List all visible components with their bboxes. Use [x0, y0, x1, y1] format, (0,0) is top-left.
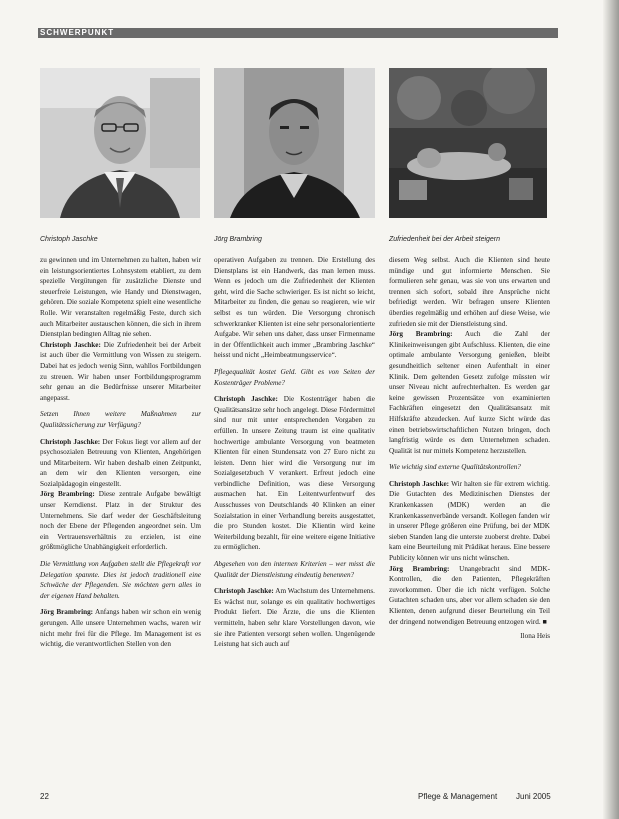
paragraph-text: Der Fokus liegt vor allem auf der psychosozialen Betreuung von Klienten, Angehörigen und Mitarbeitern. Wir haben deshalb einen Zeitpunkt, an dem wir den Klienten versorgen, eine Sozialpädagogin eingestellt. — [40, 437, 201, 488]
paragraph-text: Unangebracht sind MDK-Kontrollen, die den Patienten, Pflegekräften zuvorkommen. Über die ich nicht verfügen. Solche Gutachten schaden uns, aber vor allem schaden sie den Klienten, denen aufgrund dieser Beurteilung ein Teil der dringend notwendigen Betreuung entzogen wird. ■ — [389, 564, 550, 626]
text-column-2 — [214, 255, 375, 650]
page-edge-shadow — [603, 0, 619, 819]
paragraph — [214, 394, 375, 553]
publication-name: Pflege & Management — [418, 792, 498, 801]
photo-caption-left: Christoph Jaschke — [40, 236, 98, 243]
paragraph-text: Die Kostenträger haben die Qualitätsansätze sehr hoch angelegt. Diese Fördermittel sind nur mit unter entsprechenden Vorgaben zu erfüllen. In unsere Zeitung traum ist eine qualitativ hochwertige ambulante Versorgung von beatmeten Klienten für einen Stundensatz von 27 Euro nicht zu leisten. Denn hier wird die Versorgung nur im Sozialgesetzbuch V verankert. Erfreut jedoch eine verbindliche Definition, was diese Versorgung ausmachen hat. Ein Leitentwurfentwurf des Ausschusses von Deutschlands 40 Klinken an einer Sozialstation in einer Verhandlung bereits ausgestattet, die pro Stunden kostet. Die Klientin wird keine Weiterbildung bezahlt, für eine weitere eigene Initiative zu ermöglichen. — [214, 395, 375, 552]
interview-question: Wie wichtig sind externe Qualitätskontrollen? — [389, 463, 521, 472]
photo-caption-middle: Jörg Brambring — [214, 236, 262, 243]
photo-caption-right: Zufriedenheit bei der Arbeit steigern — [389, 236, 501, 243]
paragraph — [389, 479, 550, 564]
speaker-name: Jörg Brambring: — [40, 490, 95, 499]
paragraph-text: Die Zufriedenheit bei der Arbeit ist auch über die Vermittlung von Wissen zu steigern. Dabei hat es jedoch wenig Sinn, wahllos Fortbildungen zu streuen. Wir haben unser Fortbildungsprogramm sehr genau an die Bedürfnisse unserer Mitarbeiter angepasst. — [40, 340, 201, 402]
text-column-3 — [389, 255, 550, 642]
author-signoff: Ilona Heis — [520, 632, 550, 641]
section-header-bar — [38, 28, 558, 38]
speaker-name: Jörg Brambring: — [389, 330, 453, 339]
paragraph: operativen Aufgaben zu trennen. Die Erstellung des Dienstplans ist ein Handwerk, das man lernen muss. Wenn es jedoch um die Zufriedenheit der Klienten geht, wird die Sache schwieriger. Es ist nicht so leicht, Mitarbeiter zu finden, die genau so reagieren, wie wir selbst es tun würden. Die Versorgung chronisch schwerkranker Klienten ist eine sehr personalorientierte Aufgabe. Wir sehen uns daher, dass unser Firmenname in der Öffentlichkeit auch immer „Brambring Jaschke“ heisst und nicht „Heimbeatmungsservice“. — [214, 256, 375, 360]
paragraph-text: Am Wachstum des Unternehmens. Es wächst nur, solange es ein qualitativ hochwertiges Produkt liefert. Die Ärzte, die uns die Klienten vermitteln, haben sehr klare Vorstellungen davon, wie sie ihre Patienten versorgt sehen wollen. Ungenügende Leistung hat sich auch auf — [214, 587, 375, 649]
paragraph-text: Anfangs haben wir schon ein wenig gerungen. Alle unsere Unternehmen wachs, waren wir nicht mehr frei für die Pflege. Im Management ist es wichtig, die verantwortlichen Stellen von den — [40, 608, 201, 649]
interview-question: Pflegequalität kostet Geld. Gibt es von Seiten der Kostenträger Probleme? — [214, 367, 375, 387]
speaker-name: Christoph Jaschke: — [214, 587, 274, 596]
speaker-name: Jörg Brambring: — [389, 564, 450, 573]
interview-question: Abgesehen von den internen Kriterien – wer misst die Qualität der Dienstleistung eindeutig benennen? — [214, 560, 375, 579]
paragraph: diesem Weg selbst. Auch die Klienten sind heute mündige und gut informierte Menschen. Sie formulieren sehr genau, was sie von uns erwarten und trennen sich sofort, sobald ihre Ansprüche nicht befriedigt werden. Wir befragen unsere Klienten überdies regelmäßig und erhöhen auf diese Weise, wie zufrieden sie mit der Dienstleistung sind. — [389, 256, 550, 328]
paragraph-text: Wir halten sie für extrem wichtig. Die Gutachten des Medizinischen Dienstes der Krankenkassen (MDK) werden an die Krankenkassenverbände versandt. Kollegen fanden wir in unserer Pflege größeren eine Prüfung, bei der MDK sieben Standen lang die unterste zuoberst drehte. Dabei kam eine Beurteilung mit Prädikat heraus. Eine bessere Publicity können wir uns nicht wünschen. — [389, 479, 550, 563]
paragraph — [40, 607, 201, 649]
speaker-name: Christoph Jaschke: — [40, 340, 101, 349]
paragraph — [40, 437, 201, 490]
section-label: SCHWERPUNKT — [40, 28, 115, 37]
paragraph-text: Auch die Zahl der Klinikeinweisungen gibt Aufschluss. Klienten, die eine optimale ambulante Versorgung genießen, bleibt gesundheitlich seltener einen Aufenthalt in einer Klinik. Dem geltenden Gesetz zufolge müssten wir unser Niveau nicht aufrechterhalten. Es werden gar keine gewissen Prozentsätze von examinierten Fachkräften eingesetzt den Qualitätsansatz mit Hilfskräfte abzudecken. Auf kurze Sicht würde das einen betriebswirtschaftlichen Nutzen bringen, doch langfristig würde es dem Unternehmen schaden. Qualität ist nur mittels Kompetenz herzustellen. — [389, 330, 550, 455]
interview-question: Die Vermittlung von Aufgaben stellt die Pflegekraft vor Delegation spannte. Dies ist jedoch traditionell eine Schwäche der Pflegenden. Sie möchten gern alles in der eigenen Hand behalten. — [40, 560, 201, 600]
paragraph-text: Diese zentrale Aufgabe bewältigt unser Kerndienst. Platz in der Struktur des Unternehmens. Sie darf weder der Geschäftsleitung noch der Ebene der Pflegenden angeordnet sein. Um ein Vertrauensverhältnis zu erzielen, ist eine größtmögliche Unabhängigkeit erforderlich. — [40, 490, 201, 552]
speaker-name: Christoph Jaschke: — [214, 395, 278, 404]
paragraph — [214, 586, 375, 650]
portrait-photo-brambring — [214, 68, 375, 218]
interview-question: Setzen Ihnen weitere Maßnahmen zur Qualitätssicherung zur Verfügung? — [40, 410, 201, 429]
speaker-name: Christoph Jaschke: — [389, 479, 450, 488]
paragraph: zu gewinnen und im Unternehmen zu halten, haben wir ein leistungsorientiertes Lohnsystem etabliert, zu dem spezielle Vergütungen für zusätzliche Dienste und steuerfreie Leistungen, wie Handy und Dienstwagen, gehören. Die soziale Kompetenz spielt eine wesentliche Rolle. Wir veranstalten regelmäßig Feste, durch sich auch Mitarbeiter austauschen können, die sich in ihrem Dienstplan bedingten Alltag nie sehen. — [40, 256, 201, 339]
outdoor-scene-photo — [389, 68, 547, 218]
portrait-photo-jaschke — [40, 68, 200, 218]
paragraph — [389, 564, 550, 628]
page-number: 22 — [40, 792, 49, 801]
speaker-name: Jörg Brambring: — [40, 608, 94, 617]
speaker-name: Christoph Jaschke: — [40, 437, 101, 446]
issue-date: Juni 2005 — [516, 792, 551, 801]
text-column-1 — [40, 255, 201, 650]
paragraph — [40, 340, 201, 404]
paragraph — [40, 489, 201, 553]
paragraph — [389, 329, 550, 456]
